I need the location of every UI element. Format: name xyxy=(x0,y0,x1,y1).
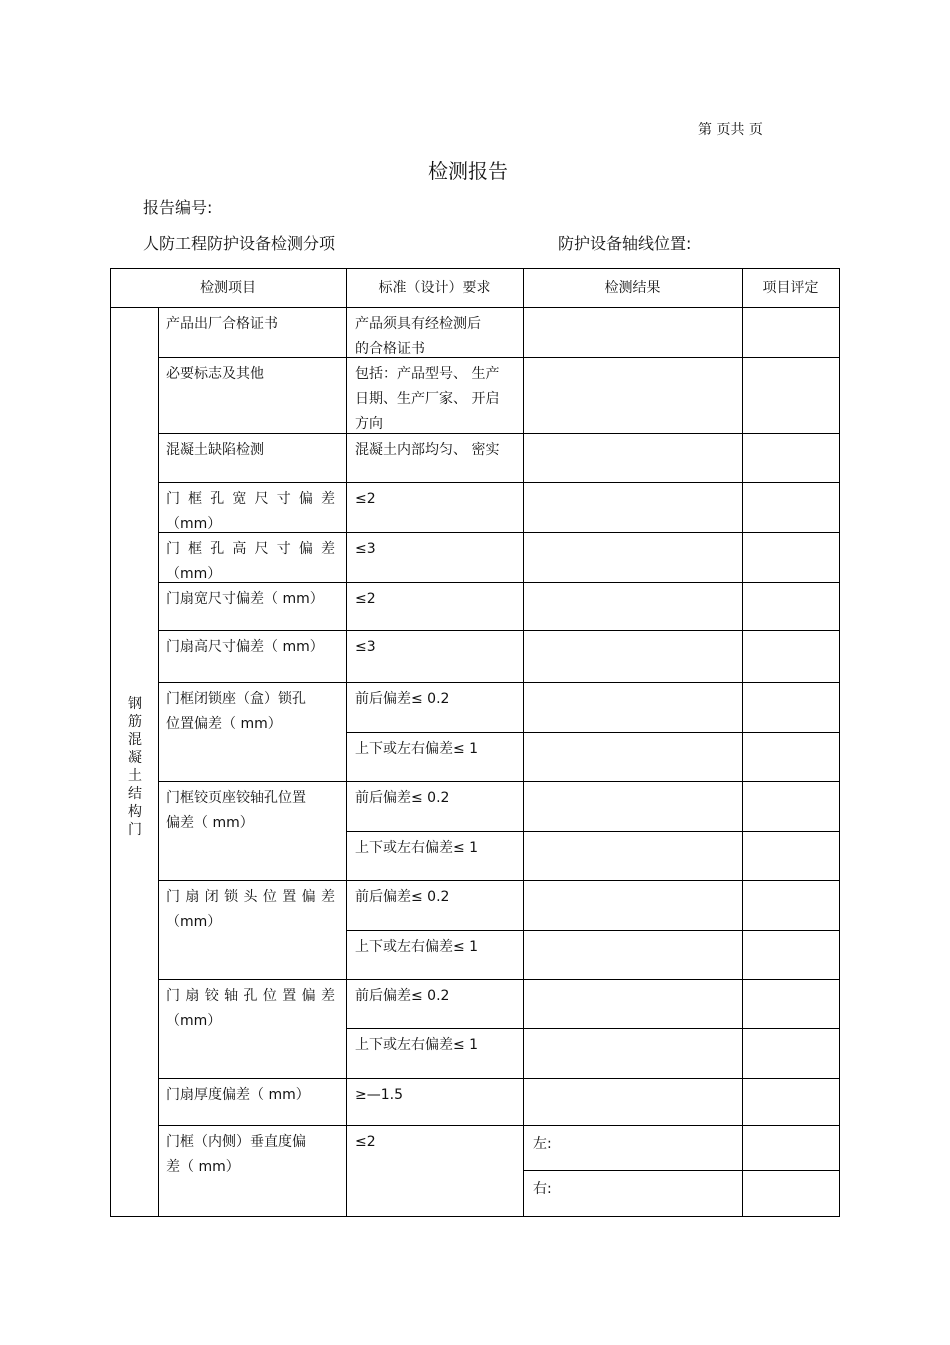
page-title: 检测报告 xyxy=(428,159,508,183)
row-split-rule xyxy=(346,930,839,931)
row-rule xyxy=(158,482,839,483)
item-name: （mm） xyxy=(166,1013,222,1029)
item-name: 门扇宽尺寸偏差（ mm） xyxy=(166,591,324,607)
row-rule xyxy=(158,781,839,782)
column-header: 检测项目 xyxy=(200,280,256,296)
column-rule xyxy=(742,268,743,1216)
row-split-rule xyxy=(346,831,839,832)
item-name: 产品出厂合格证书 xyxy=(166,316,278,332)
item-name: 混凝土缺陷检测 xyxy=(166,442,264,458)
item-name: 门框闭锁座（盒）锁孔 xyxy=(166,691,306,707)
row-rule xyxy=(158,433,839,434)
requirement-text: ≤3 xyxy=(355,639,376,655)
item-name: 门扇厚度偏差（ mm） xyxy=(166,1087,310,1103)
requirement-text: 前后偏差≤ 0.2 xyxy=(355,988,450,1004)
row-split-rule xyxy=(346,732,839,733)
item-name: （mm） xyxy=(166,914,222,930)
requirement-text: 上下或左右偏差≤ 1 xyxy=(355,939,479,955)
item-name: 门扇闭锁头位置偏差 xyxy=(166,889,335,905)
requirement-text: 混凝土内部均匀、 密实 xyxy=(355,442,500,458)
row-rule xyxy=(158,880,839,881)
row-split-rule xyxy=(346,1028,839,1029)
requirement-text: ≤2 xyxy=(355,1134,376,1150)
requirement-text: 方向 xyxy=(355,416,383,432)
column-header: 项目评定 xyxy=(762,280,819,296)
item-name: 门框孔宽尺寸偏差 xyxy=(166,491,335,507)
door-type-label: 钢筋混凝土结构门 xyxy=(128,696,142,838)
column-rule xyxy=(158,307,159,1216)
item-name: （mm） xyxy=(166,566,222,582)
requirement-text: ≤3 xyxy=(355,541,376,557)
row-rule xyxy=(158,357,839,358)
item-name: 位置偏差（ mm） xyxy=(166,716,282,732)
row-rule xyxy=(158,582,839,583)
row-rule xyxy=(158,1125,839,1126)
row-rule xyxy=(158,1078,839,1079)
item-name: 门扇铰轴孔位置偏差 xyxy=(166,988,335,1004)
header-bottom-rule xyxy=(110,307,840,308)
item-name: 门框铰页座铰轴孔位置 xyxy=(166,790,306,806)
requirement-text: 前后偏差≤ 0.2 xyxy=(355,691,450,707)
table-border-top xyxy=(110,268,840,269)
column-rule xyxy=(523,268,524,1216)
row-rule xyxy=(158,979,839,980)
item-name: 必要标志及其他 xyxy=(166,366,264,382)
row-rule xyxy=(158,682,839,683)
item-name: （mm） xyxy=(166,516,222,532)
requirement-text: ≥—1.5 xyxy=(355,1087,403,1103)
report-number-label: 报告编号: xyxy=(143,198,213,217)
requirement-text: ≤2 xyxy=(355,591,376,607)
requirement-text: 包括：产品型号、 生产 xyxy=(355,366,500,382)
item-name: 偏差（ mm） xyxy=(166,815,254,831)
item-name: 门扇高尺寸偏差（ mm） xyxy=(166,639,324,655)
requirement-text: 前后偏差≤ 0.2 xyxy=(355,889,450,905)
requirement-text: ≤2 xyxy=(355,491,376,507)
item-name: 门框（内侧）垂直度偏 xyxy=(166,1134,306,1150)
table-border-bottom xyxy=(110,1216,840,1217)
inspection-category-label: 人防工程防护设备检测分项 xyxy=(143,234,336,253)
column-header: 检测结果 xyxy=(604,280,661,296)
result-left-label: 左: xyxy=(533,1136,552,1152)
page-number-label: 第 页共 页 xyxy=(698,122,763,138)
table-border-left xyxy=(110,268,111,1216)
requirement-text: 上下或左右偏差≤ 1 xyxy=(355,840,479,856)
requirement-text: 上下或左右偏差≤ 1 xyxy=(355,741,479,757)
requirement-text: 上下或左右偏差≤ 1 xyxy=(355,1037,479,1053)
column-header: 标准（设计）要求 xyxy=(378,280,491,296)
row-rule xyxy=(158,532,839,533)
row-rule xyxy=(158,630,839,631)
requirement-text: 的合格证书 xyxy=(355,341,425,357)
row-split-rule xyxy=(523,1170,839,1171)
column-rule xyxy=(346,268,347,1216)
requirement-text: 产品须具有经检测后 xyxy=(355,316,481,332)
requirement-text: 前后偏差≤ 0.2 xyxy=(355,790,450,806)
item-name: 差（ mm） xyxy=(166,1159,240,1175)
item-name: 门框孔高尺寸偏差 xyxy=(166,541,335,557)
requirement-text: 日期、生产厂家、 开启 xyxy=(355,391,500,407)
table-border-right xyxy=(839,268,840,1217)
result-right-label: 右: xyxy=(533,1181,552,1197)
axis-position-label: 防护设备轴线位置: xyxy=(558,234,692,253)
